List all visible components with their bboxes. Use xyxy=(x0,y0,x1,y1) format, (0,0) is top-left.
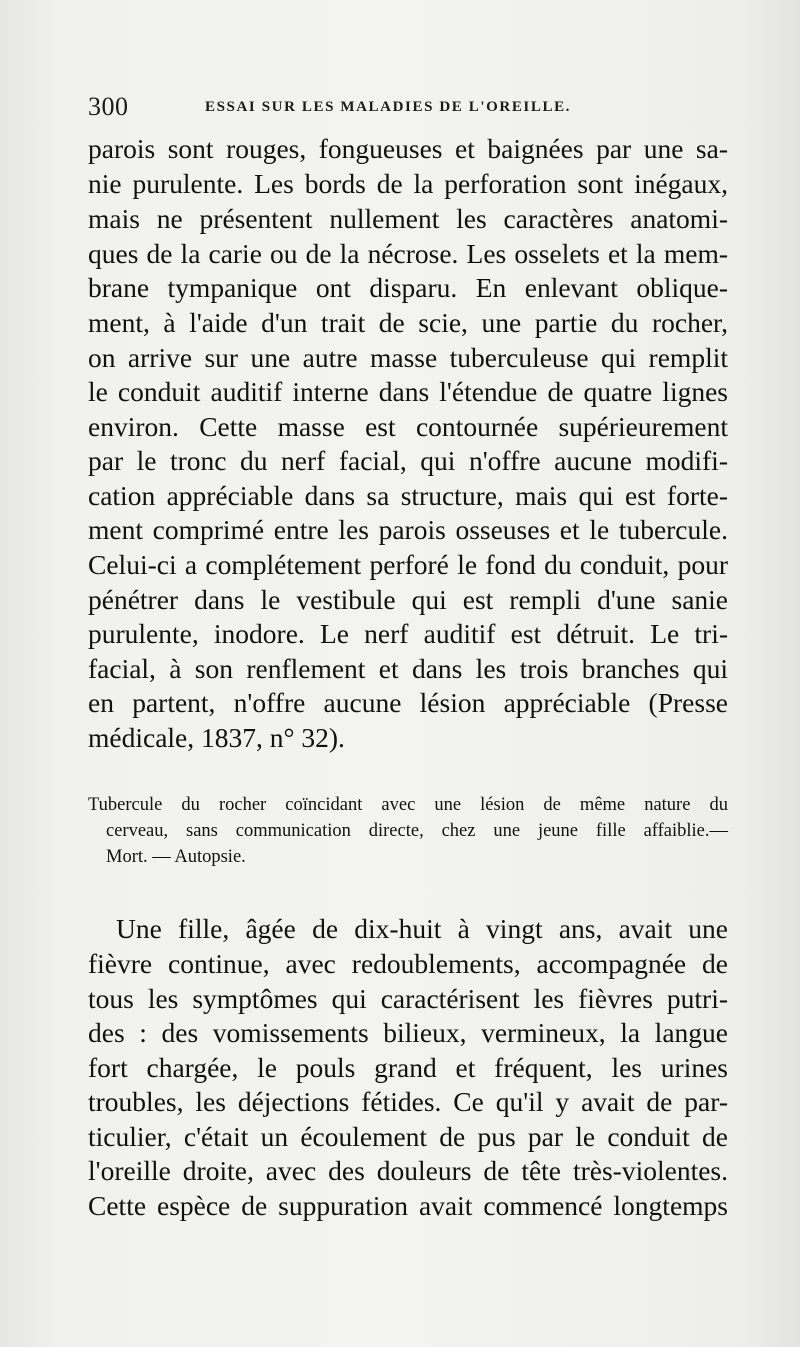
text-line: parois sont rouges, fongueuses et baignées par une sa- xyxy=(88,133,728,164)
text-line: ment comprimé entre les parois osseuses et le tubercule. xyxy=(88,514,728,545)
text-line: ment, à l'aide d'un trait de scie, une partie du rocher, xyxy=(88,307,728,338)
text-line: nie purulente. Les bords de la perforation sont inégaux, xyxy=(88,168,728,199)
running-title: ESSAI SUR LES MALADIES DE L'OREILLE. xyxy=(205,99,572,115)
text-line: le conduit auditif interne dans l'étendue de quatre lignes xyxy=(88,376,728,407)
case-heading-line: cerveau, sans communication directe, chez une jeune fille affaiblie.— xyxy=(106,821,728,841)
text-line: des : des vomissements bilieux, vermineux, la langue xyxy=(88,1017,728,1048)
text-line: on arrive sur une autre masse tuberculeuse qui remplit xyxy=(88,342,728,373)
case-heading-line: Mort. — Autopsie. xyxy=(106,847,246,867)
case-heading-line: Tubercule du rocher coïncidant avec une lésion de même nature du xyxy=(88,795,728,815)
text-line: pénétrer dans le vestibule qui est rempli d'une sanie xyxy=(88,584,728,615)
text-line: Cette espèce de suppuration avait commencé longtemps xyxy=(88,1190,728,1221)
text-line: troubles, les déjections fétides. Ce qu'il y avait de par- xyxy=(88,1086,728,1117)
text-line: facial, à son renflement et dans les trois branches qui xyxy=(88,653,728,684)
text-line: fort chargée, le pouls grand et fréquent, les urines xyxy=(88,1052,728,1083)
text-line: Une fille, âgée de dix-huit à vingt ans, avait une xyxy=(116,913,728,944)
text-line: l'oreille droite, avec des douleurs de tête très-violentes. xyxy=(88,1155,728,1186)
text-line: tous les symptômes qui caractérisent les fièvres putri- xyxy=(88,983,728,1014)
text-line: brane tympanique ont disparu. En enlevant oblique- xyxy=(88,272,728,303)
text-line: fièvre continue, avec redoublements, accompagnée de xyxy=(88,948,728,979)
text-line: en partent, n'offre aucune lésion appréciable (Presse xyxy=(88,687,728,718)
page-number: 300 xyxy=(88,92,129,121)
text-line: Celui-ci a complétement perforé le fond du conduit, pour xyxy=(88,549,728,580)
text-line: cation appréciable dans sa structure, mais qui est forte- xyxy=(88,480,728,511)
text-line: par le tronc du nerf facial, qui n'offre aucune modifi- xyxy=(88,445,728,476)
text-line: purulente, inodore. Le nerf auditif est détruit. Le tri- xyxy=(88,618,728,649)
text-line: environ. Cette masse est contournée supérieurement xyxy=(88,411,728,442)
text-line: ques de la carie ou de la nécrose. Les osselets et la mem- xyxy=(88,238,728,269)
page-header xyxy=(88,92,728,122)
text-line: médicale, 1837, n° 32). xyxy=(88,722,345,753)
text-line: mais ne présentent nullement les caractères anatomi- xyxy=(88,203,728,234)
text-line: ticulier, c'était un écoulement de pus par le conduit de xyxy=(88,1121,728,1152)
